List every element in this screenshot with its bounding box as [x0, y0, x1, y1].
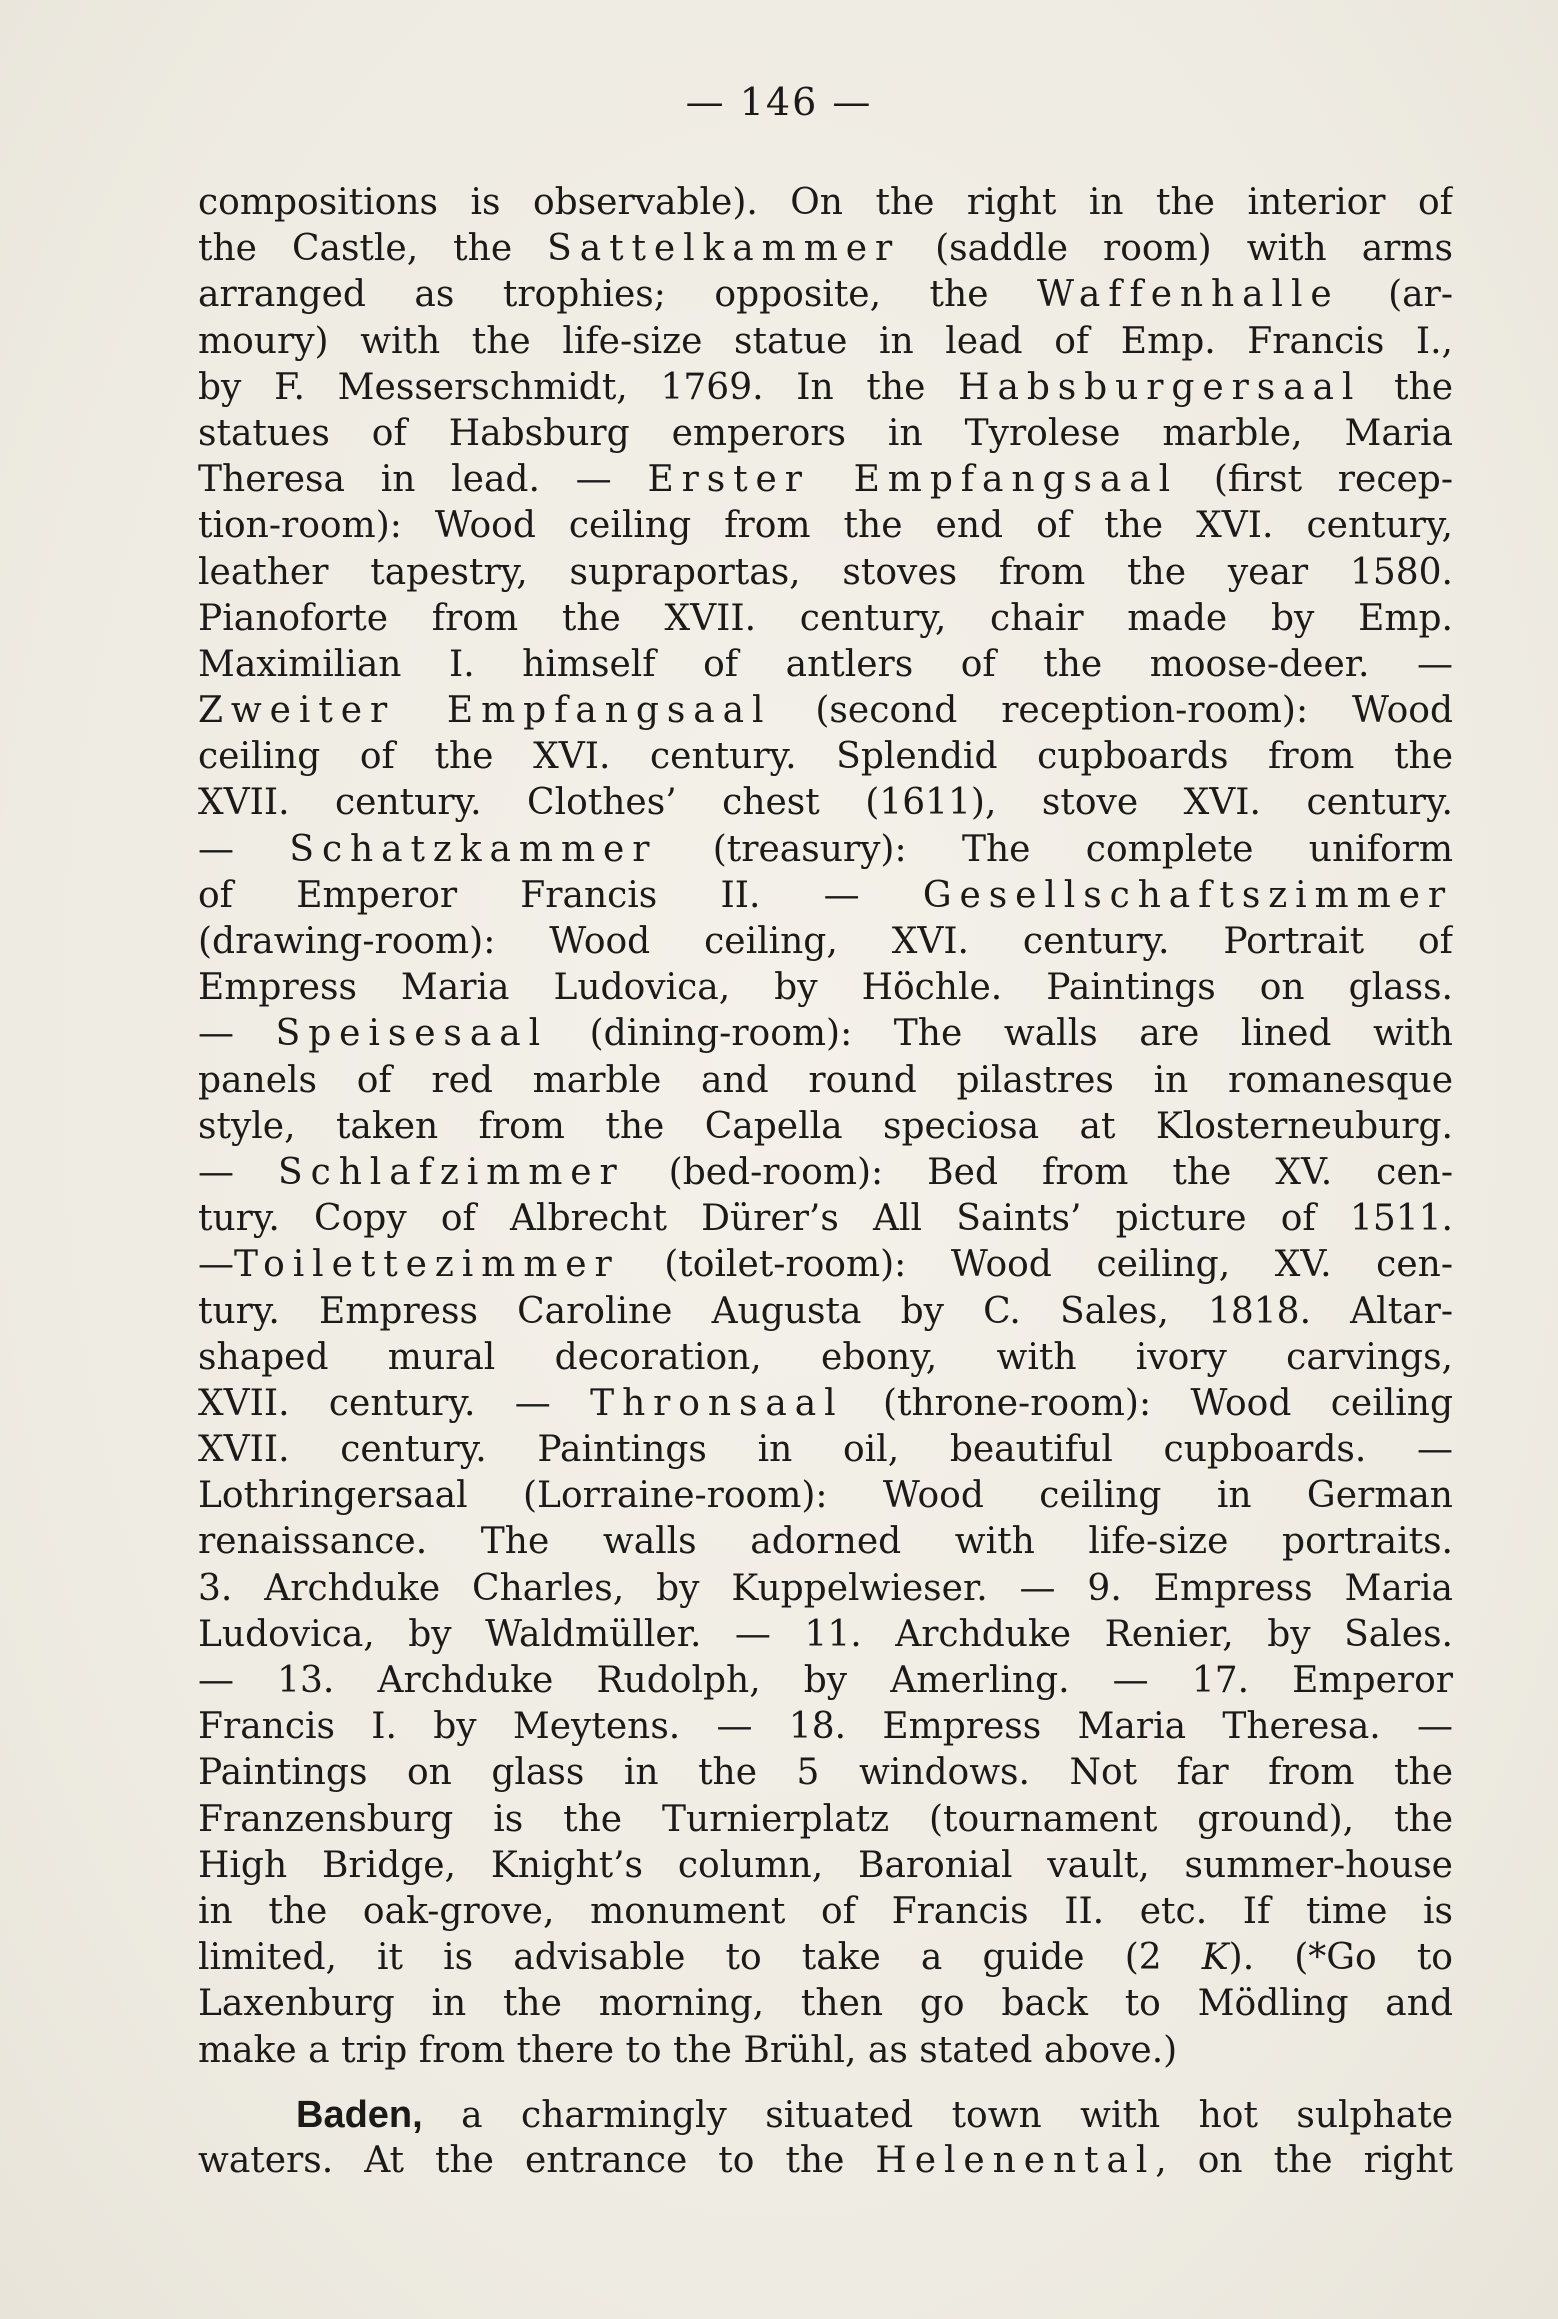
spaced-term: Gesellschaftszimmer [922, 874, 1453, 916]
text-line: the Castle, the Sattelkammer (saddle room) with arms [198, 228, 1453, 270]
text-line: Laxenburg in the morning, then go back to Mödling and [198, 1983, 1453, 2025]
spaced-term: Toilettezimmer [234, 1244, 620, 1286]
text-line: — Schatzkammer (treasury): The complete uniform [198, 828, 1453, 870]
text-line: in the oak-grove, monument of Francis II. etc. If time is [198, 1890, 1453, 1932]
text-line: Maximilian I. himself of antlers of the moose-deer. — [198, 643, 1453, 685]
text-line: (drawing-room): Wood ceiling, XVI. century. Portrait of [198, 921, 1453, 962]
text-line: shaped mural decoration, ebony, with ivory carvings, [198, 1336, 1453, 1378]
text-line: XVII. century. — Thronsaal (throne-room): Wood ceiling [198, 1382, 1453, 1424]
text-line: Lothringersaal (Lorraine-room): Wood ceiling in German [198, 1475, 1453, 1517]
text-line: moury) with the life-size statue in lead of Emp. Francis I., [198, 320, 1453, 362]
text-line: Ludovica, by Waldmüller. — 11. Archduke Renier, by Sales. [198, 1613, 1453, 1655]
text-line: Pianoforte from the XVII. century, chair made by Emp. [198, 597, 1453, 639]
baden-heading: Baden, [296, 2093, 423, 2136]
text-line: panels of red marble and round pilastres in romanesque [198, 1059, 1453, 1101]
spaced-term: Schatzkammer [289, 828, 658, 870]
text-line: Theresa in lead. — Erster Empfangsaal (first recep- [198, 459, 1453, 501]
text-line: make a trip from there to the Brühl, as stated above.) [198, 2029, 1178, 2071]
text-line: limited, it is advisable to take a guide (2 K). (*Go to [198, 1937, 1453, 1979]
spaced-term: Habsburgersaal [958, 366, 1362, 408]
text-line: Empress Maria Ludovica, by Höchle. Paintings on glass. [198, 967, 1453, 1009]
spaced-term: Schlafzimmer [278, 1151, 625, 1193]
text-line: of Emperor Francis II. — Gesellschaftszimmer [198, 874, 1453, 916]
spaced-term: Waffenhalle [1037, 274, 1340, 316]
spaced-term: Zweiter Empfangsaal [198, 690, 772, 732]
text-line: arranged as trophies; opposite, the Waffenhalle (ar- [198, 274, 1453, 316]
text-line: ceiling of the XVI. century. Splendid cupboards from the [198, 736, 1453, 778]
text-line: Paintings on glass in the 5 windows. Not far from the [198, 1752, 1453, 1794]
baden-line-1: Baden, a charmingly situated town with hot sulphate [296, 2093, 1453, 2136]
text-line: —Toilettezimmer (toilet-room): Wood ceiling, XV. cen- [198, 1244, 1453, 1286]
text-line: XVII. century. Clothes’ chest (1611), stove XVI. century. [198, 782, 1453, 824]
text-line: style, taken from the Capella speciosa at Klosterneuburg. [198, 1105, 1453, 1147]
text-line: by F. Messerschmidt, 1769. In the Habsburgersaal the [198, 366, 1453, 408]
text-line: Franzensburg is the Turnierplatz (tournament ground), the [198, 1798, 1453, 1840]
text-line: leather tapestry, supraportas, stoves from the year 1580. [198, 551, 1453, 593]
page-number: — 146 — [685, 80, 873, 124]
spaced-term: Helenental [875, 2139, 1156, 2181]
spaced-term: Speisesaal [275, 1013, 549, 1055]
text-line: — Schlafzimmer (bed-room): Bed from the XV. cen- [198, 1151, 1453, 1193]
text-line: tion-room): Wood ceiling from the end of the XVI. century, [198, 505, 1453, 547]
text-line: Francis I. by Meytens. — 18. Empress Maria Theresa. — [198, 1706, 1453, 1748]
spaced-term: Sattelkammer [547, 228, 901, 270]
text-line: 3. Archduke Charles, by Kuppelwieser. — 9. Empress Maria [198, 1567, 1453, 1609]
text-line: statues of Habsburg emperors in Tyrolese marble, Maria [198, 412, 1453, 454]
baden-line-2: waters. At the entrance to the Helenental, on the right [198, 2139, 1453, 2181]
spaced-term: Erster Empfangsaal [647, 459, 1179, 501]
text-line: XVII. century. Paintings in oil, beautiful cupboards. — [198, 1429, 1453, 1471]
text-line: renaissance. The walls adorned with life-size portraits. [198, 1521, 1453, 1563]
text-line: compositions is observable). On the right in the interior of [198, 182, 1453, 223]
text-line: — Speisesaal (dining-room): The walls are lined with [198, 1013, 1453, 1055]
paragraph-gap [198, 2074, 1453, 2092]
text-line: tury. Empress Caroline Augusta by C. Sales, 1818. Altar- [198, 1290, 1453, 1332]
text-line: tury. Copy of Albrecht Dürer’s All Saints’ picture of 1511. [198, 1198, 1453, 1240]
text-line: High Bridge, Knight’s column, Baronial vault, summer-house [198, 1844, 1453, 1886]
text-line: — 13. Archduke Rudolph, by Amerling. — 17. Emperor [198, 1660, 1453, 1701]
spaced-term: Thronsaal [590, 1382, 844, 1424]
body-text [198, 180, 1453, 2184]
currency-symbol: K [1201, 1937, 1229, 1979]
text-line: Zweiter Empfangsaal (second reception-room): Wood [198, 690, 1453, 732]
